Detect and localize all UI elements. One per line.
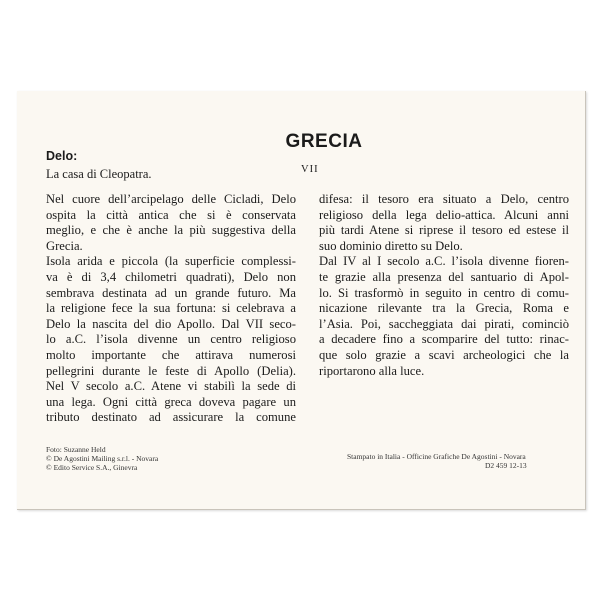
text-line: va è di 3,4 chilometri quadrati), Delo non bbox=[46, 269, 296, 284]
text-column-left bbox=[46, 192, 296, 426]
text-line: pellegrini durante le feste di Apollo (Delia). bbox=[46, 363, 296, 378]
credit-line: Foto: Suzanne Held bbox=[46, 445, 106, 454]
card-code: D2 459 12-13 bbox=[485, 461, 527, 471]
text-line: Nel cuore dell’arcipelago delle Cicladi, Delo bbox=[46, 192, 296, 206]
text-line: lo a.C. l’isola divenne un centro religioso bbox=[46, 332, 296, 347]
credit-line: © Edito Service S.A., Ginevra bbox=[46, 463, 138, 473]
text-column-right bbox=[319, 192, 569, 379]
text-line: Delo la nascita del dio Apollo. Dal VII seco- bbox=[46, 316, 296, 331]
printer-line: Stampato in Italia - Officine Grafiche De Agostini - Novara bbox=[347, 452, 526, 461]
place-heading: Delo: bbox=[46, 149, 78, 163]
text-line: ospita la città antica che si è conservata bbox=[46, 207, 296, 222]
text-line: difesa: il tesoro era situato a Delo, centro bbox=[319, 192, 569, 206]
credit-line: © De Agostini Mailing s.r.l. - Novara bbox=[46, 454, 159, 464]
text-line: Dal IV al I secolo a.C. l’isola divenne fioren- bbox=[319, 254, 569, 269]
text-line: la religione fece la sua fortuna: si celebrava a bbox=[46, 301, 296, 316]
text-line: una lega. Ogni città greca doveva pagare un bbox=[46, 394, 296, 409]
text-line: que solo grazie a scavi archeologici che la bbox=[319, 347, 569, 362]
text-line: più tardi Atene si riprese il tesoro ed estese il bbox=[319, 223, 569, 238]
chapter-number: VII bbox=[301, 164, 319, 175]
text-line: riportarono alla luce. bbox=[319, 363, 425, 378]
text-line: religioso della lega delio-attica. Alcuni anni bbox=[319, 207, 569, 222]
text-line: nicazione rilevante tra la Grecia, Roma e bbox=[319, 301, 569, 316]
text-line: molto importante che attirava numerosi bbox=[46, 347, 296, 362]
text-line: Isola arida e piccola (la superficie complessi- bbox=[46, 254, 296, 269]
card-title: GRECIA bbox=[285, 131, 363, 152]
photo-subject: La casa di Cleopatra. bbox=[46, 167, 152, 181]
printer-info bbox=[347, 452, 527, 470]
text-line: l’Asia. Poi, saccheggiata dai pirati, cominciò bbox=[319, 316, 569, 331]
text-line: sembrava destinata ad un grande futuro. Ma bbox=[46, 285, 296, 300]
text-line: a decadere fino a scomparire del tutto: rinac- bbox=[319, 332, 569, 347]
text-line: te grazie alla presenza del santuario di Apol- bbox=[319, 269, 569, 284]
text-line: Nel V secolo a.C. Atene vi stabilì la sede di bbox=[46, 379, 296, 394]
text-line: Grecia. bbox=[46, 238, 83, 253]
postcard-back bbox=[17, 91, 586, 510]
text-line: tributo destinato ad assicurare la comune bbox=[46, 410, 296, 425]
text-line: suo dominio diretto su Delo. bbox=[319, 238, 463, 253]
text-line: meglio, e che è anche la più suggestiva della bbox=[46, 223, 296, 238]
photo-credits bbox=[46, 445, 158, 473]
text-line: lo. Si trasformò in seguito in centro di comu- bbox=[319, 285, 569, 300]
